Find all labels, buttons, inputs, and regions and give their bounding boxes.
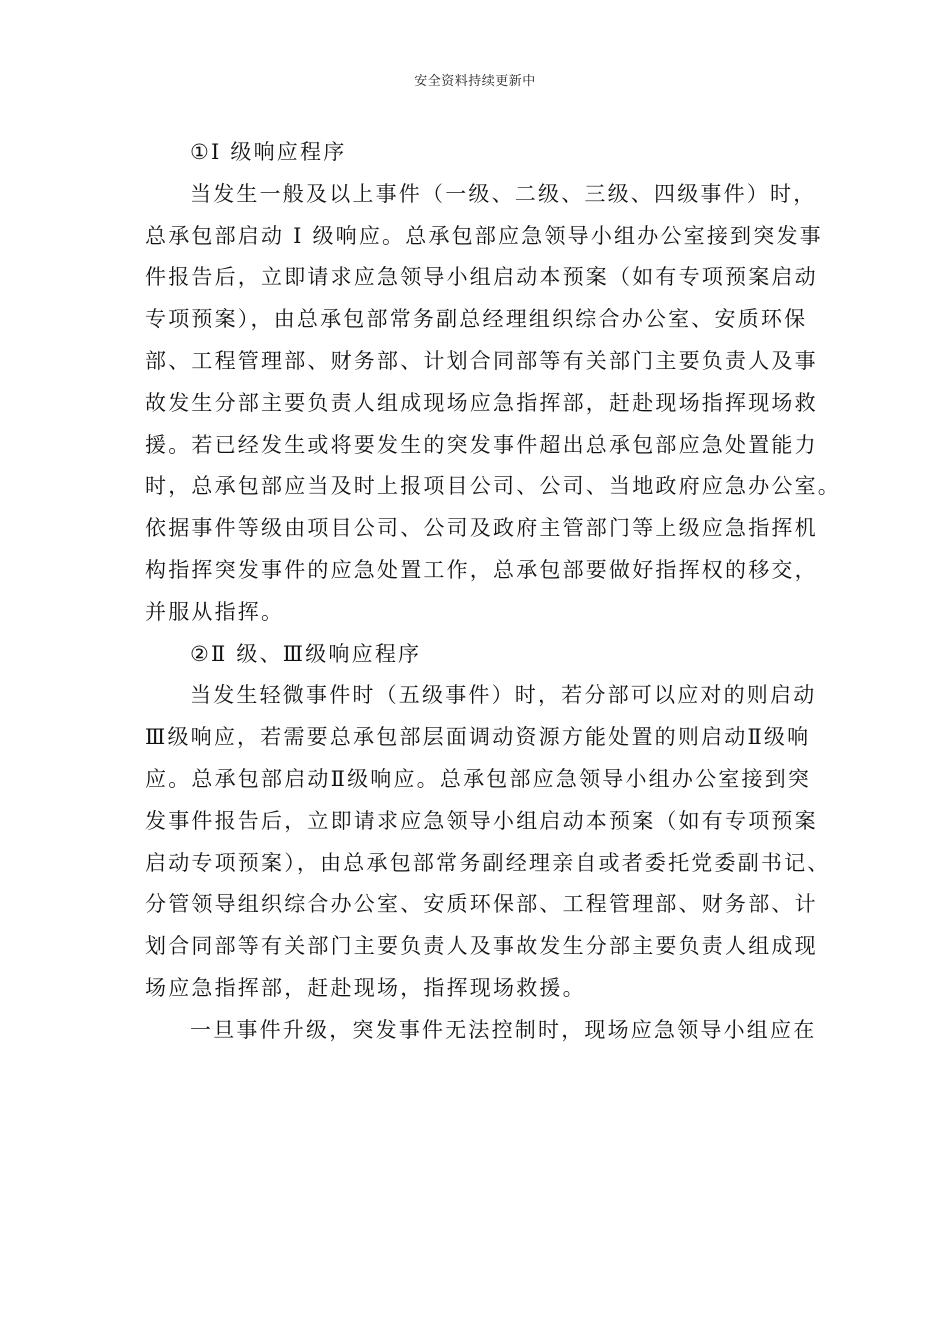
paragraph-line: 故发生分部主要负责人组成现场应急指挥部，赶赴现场指挥现场救 — [145, 390, 818, 415]
paragraph-line: 专项预案），由总承包部常务副总经理组织综合办公室、安质环保 — [145, 307, 808, 332]
section-heading-level-1: ①I 级响应程序 — [190, 140, 347, 164]
paragraph-line: 启动专项预案），由总承包部常务副经理亲自或者委托党委副书记、 — [145, 850, 831, 875]
paragraph-line: 场应急指挥部，赶赴现场，指挥现场救援。 — [145, 975, 586, 1000]
paragraph-line: 件报告后，立即请求应急领导小组启动本预案（如有专项预案启动 — [145, 265, 818, 290]
paragraph-line: Ⅲ级响应，若需要总承包部层面调动资源方能处置的则启动Ⅱ级响 — [145, 725, 811, 750]
page-header: 安全资料持续更新中 — [414, 74, 536, 89]
paragraph-line: 当发生一般及以上事件（一级、二级、三级、四级事件）时， — [190, 181, 817, 206]
paragraph-line: 一旦事件升级，突发事件无法控制时，现场应急领导小组应在 — [190, 1017, 817, 1042]
paragraph-line: 并服从指挥。 — [145, 599, 285, 624]
paragraph-line: 当发生轻微事件时（五级事件）时，若分部可以应对的则启动 — [190, 683, 817, 708]
paragraph-line: 部、工程管理部、财务部、计划合同部等有关部门主要负责人及事 — [145, 348, 818, 373]
section-heading-level-2-3: ②Ⅱ 级、Ⅲ级响应程序 — [190, 641, 422, 666]
paragraph-line: 划合同部等有关部门主要负责人及事故发生分部主要负责人组成现 — [145, 934, 818, 959]
paragraph-line: 时，总承包部应当及时上报项目公司、公司、当地政府应急办公室。 — [145, 474, 841, 499]
paragraph-line: 援。若已经发生或将要发生的突发事件超出总承包部应急处置能力 — [145, 432, 818, 457]
paragraph-line: 分管领导组织综合办公室、安质环保部、工程管理部、财务部、计 — [145, 892, 818, 917]
paragraph-line: 发事件报告后，立即请求应急领导小组启动本预案（如有专项预案 — [145, 808, 818, 833]
paragraph-line: 依据事件等级由项目公司、公司及政府主管部门等上级应急指挥机 — [145, 516, 818, 541]
paragraph-line: 构指挥突发事件的应急处置工作，总承包部要做好指挥权的移交， — [145, 557, 818, 582]
paragraph-line: 总承包部启动 I 级响应。总承包部应急领导小组办公室接到突发事 — [145, 223, 823, 248]
paragraph-line: 应。总承包部启动Ⅱ级响应。总承包部应急领导小组办公室接到突 — [145, 766, 812, 791]
document-body — [145, 132, 841, 1052]
